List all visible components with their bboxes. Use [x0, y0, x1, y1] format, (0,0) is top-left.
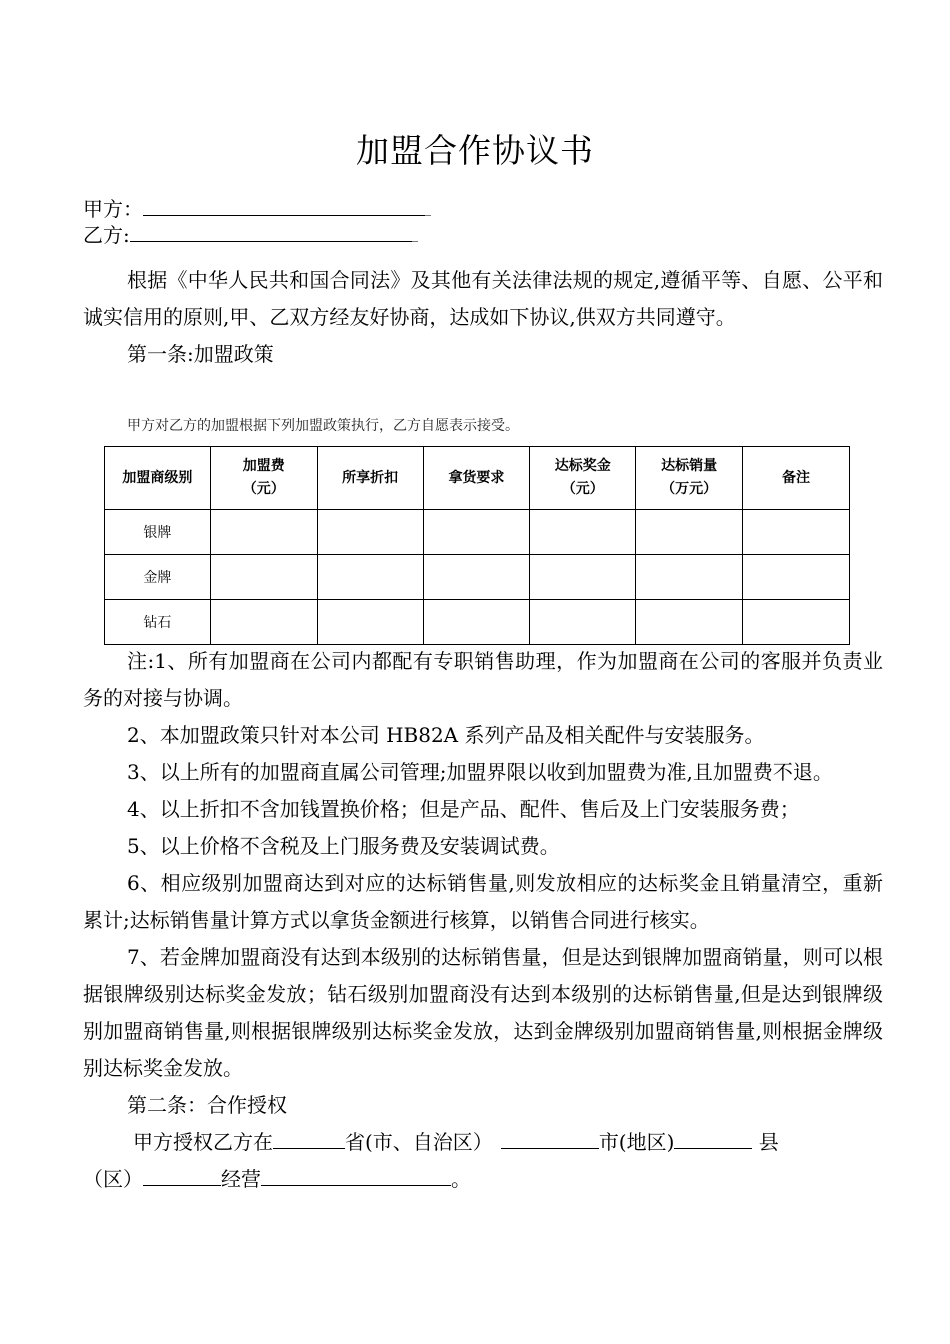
- table-cell[interactable]: [636, 510, 743, 555]
- header-target-sales: 达标销量 （万元）: [636, 447, 743, 510]
- table-cell[interactable]: [743, 555, 850, 600]
- header-remarks: 备注: [743, 447, 850, 510]
- table-cell[interactable]: [317, 510, 423, 555]
- county-blank[interactable]: [143, 1163, 221, 1186]
- table-row: [105, 510, 850, 555]
- preamble-block: [83, 262, 883, 373]
- table-cell[interactable]: [636, 600, 743, 645]
- note-6: 6、相应级别加盟商达到对应的达标销售量,则发放相应的达标奖金且销量清空，重新累计;达标销售量计算方式以拿货金额进行核算，以销售合同进行核实。: [83, 871, 883, 932]
- note-2: 2、本加盟政策只针对本公司 HB82A 系列产品及相关配件与安装服务。: [127, 723, 765, 747]
- table-cell[interactable]: [743, 510, 850, 555]
- row-level-label: 金牌: [105, 555, 211, 600]
- party-b-label: 乙方:: [83, 223, 130, 247]
- region-blank[interactable]: [674, 1126, 752, 1149]
- party-a-label: 甲方：: [83, 197, 143, 221]
- document-title: 加盟合作协议书: [356, 131, 594, 170]
- table-row: [105, 555, 850, 600]
- note-5: 5、以上价格不含税及上门服务费及安装调试费。: [127, 834, 560, 858]
- notes-block: [83, 643, 883, 1198]
- business-scope-blank[interactable]: [261, 1163, 451, 1186]
- row-level-label: 银牌: [105, 510, 211, 555]
- article1-heading: 第一条:加盟政策: [127, 342, 274, 366]
- preamble: 根据《中华人民共和国合同法》及其他有关法律法规的规定,遵循平等、自愿、公平和诚实信用的原则,甲、乙双方经友好协商，达成如下协议,供双方共同遵守。: [83, 268, 883, 329]
- article2-heading: 第二条：合作授权: [127, 1093, 287, 1117]
- table-cell[interactable]: [210, 510, 317, 555]
- header-bonus: 达标奖金 （元）: [530, 447, 636, 510]
- table-cell[interactable]: [530, 600, 636, 645]
- province-blank[interactable]: [273, 1126, 345, 1149]
- header-fee: 加盟费 （元）: [210, 447, 317, 510]
- table-header-row: [105, 447, 850, 510]
- authorization-clause-cont: （区） 经营 。: [83, 1161, 883, 1198]
- header-level: 加盟商级别: [105, 447, 211, 510]
- table-cell[interactable]: [210, 555, 317, 600]
- header-purchase-requirement: 拿货要求: [423, 447, 530, 510]
- party-a-line: [83, 196, 431, 222]
- table-cell[interactable]: [423, 510, 530, 555]
- table-cell[interactable]: [317, 600, 423, 645]
- note-1: 注:1、所有加盟商在公司内都配有专职销售助理，作为加盟商在公司的客服并负责业务的对接与协调。: [83, 649, 883, 710]
- franchise-policy-table: [104, 446, 850, 645]
- table-cell[interactable]: [423, 555, 530, 600]
- party-b-blank[interactable]: [130, 223, 412, 242]
- row-level-label: 钻石: [105, 600, 211, 645]
- party-a-blank[interactable]: [143, 197, 425, 216]
- table-cell[interactable]: [743, 600, 850, 645]
- note-4: 4、以上折扣不含加钱置换价格；但是产品、配件、售后及上门安装服务费；: [127, 797, 800, 821]
- table-row: [105, 600, 850, 645]
- table-cell[interactable]: [636, 555, 743, 600]
- table-cell[interactable]: [530, 555, 636, 600]
- party-b-line: [83, 222, 418, 248]
- table-cell[interactable]: [423, 600, 530, 645]
- table-cell[interactable]: [317, 555, 423, 600]
- authorization-clause: 甲方授权乙方在 省(市、自治区） 市(地区) 县: [83, 1124, 883, 1161]
- header-discount: 所享折扣: [317, 447, 423, 510]
- article1-note: 甲方对乙方的加盟根据下列加盟政策执行，乙方自愿表示接受。: [127, 418, 519, 434]
- note-3: 3、以上所有的加盟商直属公司管理;加盟界限以收到加盟费为准,且加盟费不退。: [127, 760, 833, 784]
- table-cell[interactable]: [530, 510, 636, 555]
- table-cell[interactable]: [210, 600, 317, 645]
- city-blank[interactable]: [501, 1126, 599, 1149]
- note-7: 7、若金牌加盟商没有达到本级别的达标销售量，但是达到银牌加盟商销量，则可以根据银牌级别达标奖金发放；钻石级别加盟商没有达到本级别的达标销售量,但是达到银牌级别加盟商销售量,则根据银牌级别达标奖金发放，达到金牌级别加盟商销售量,则根据金牌级别达标奖金发放。: [83, 945, 883, 1080]
